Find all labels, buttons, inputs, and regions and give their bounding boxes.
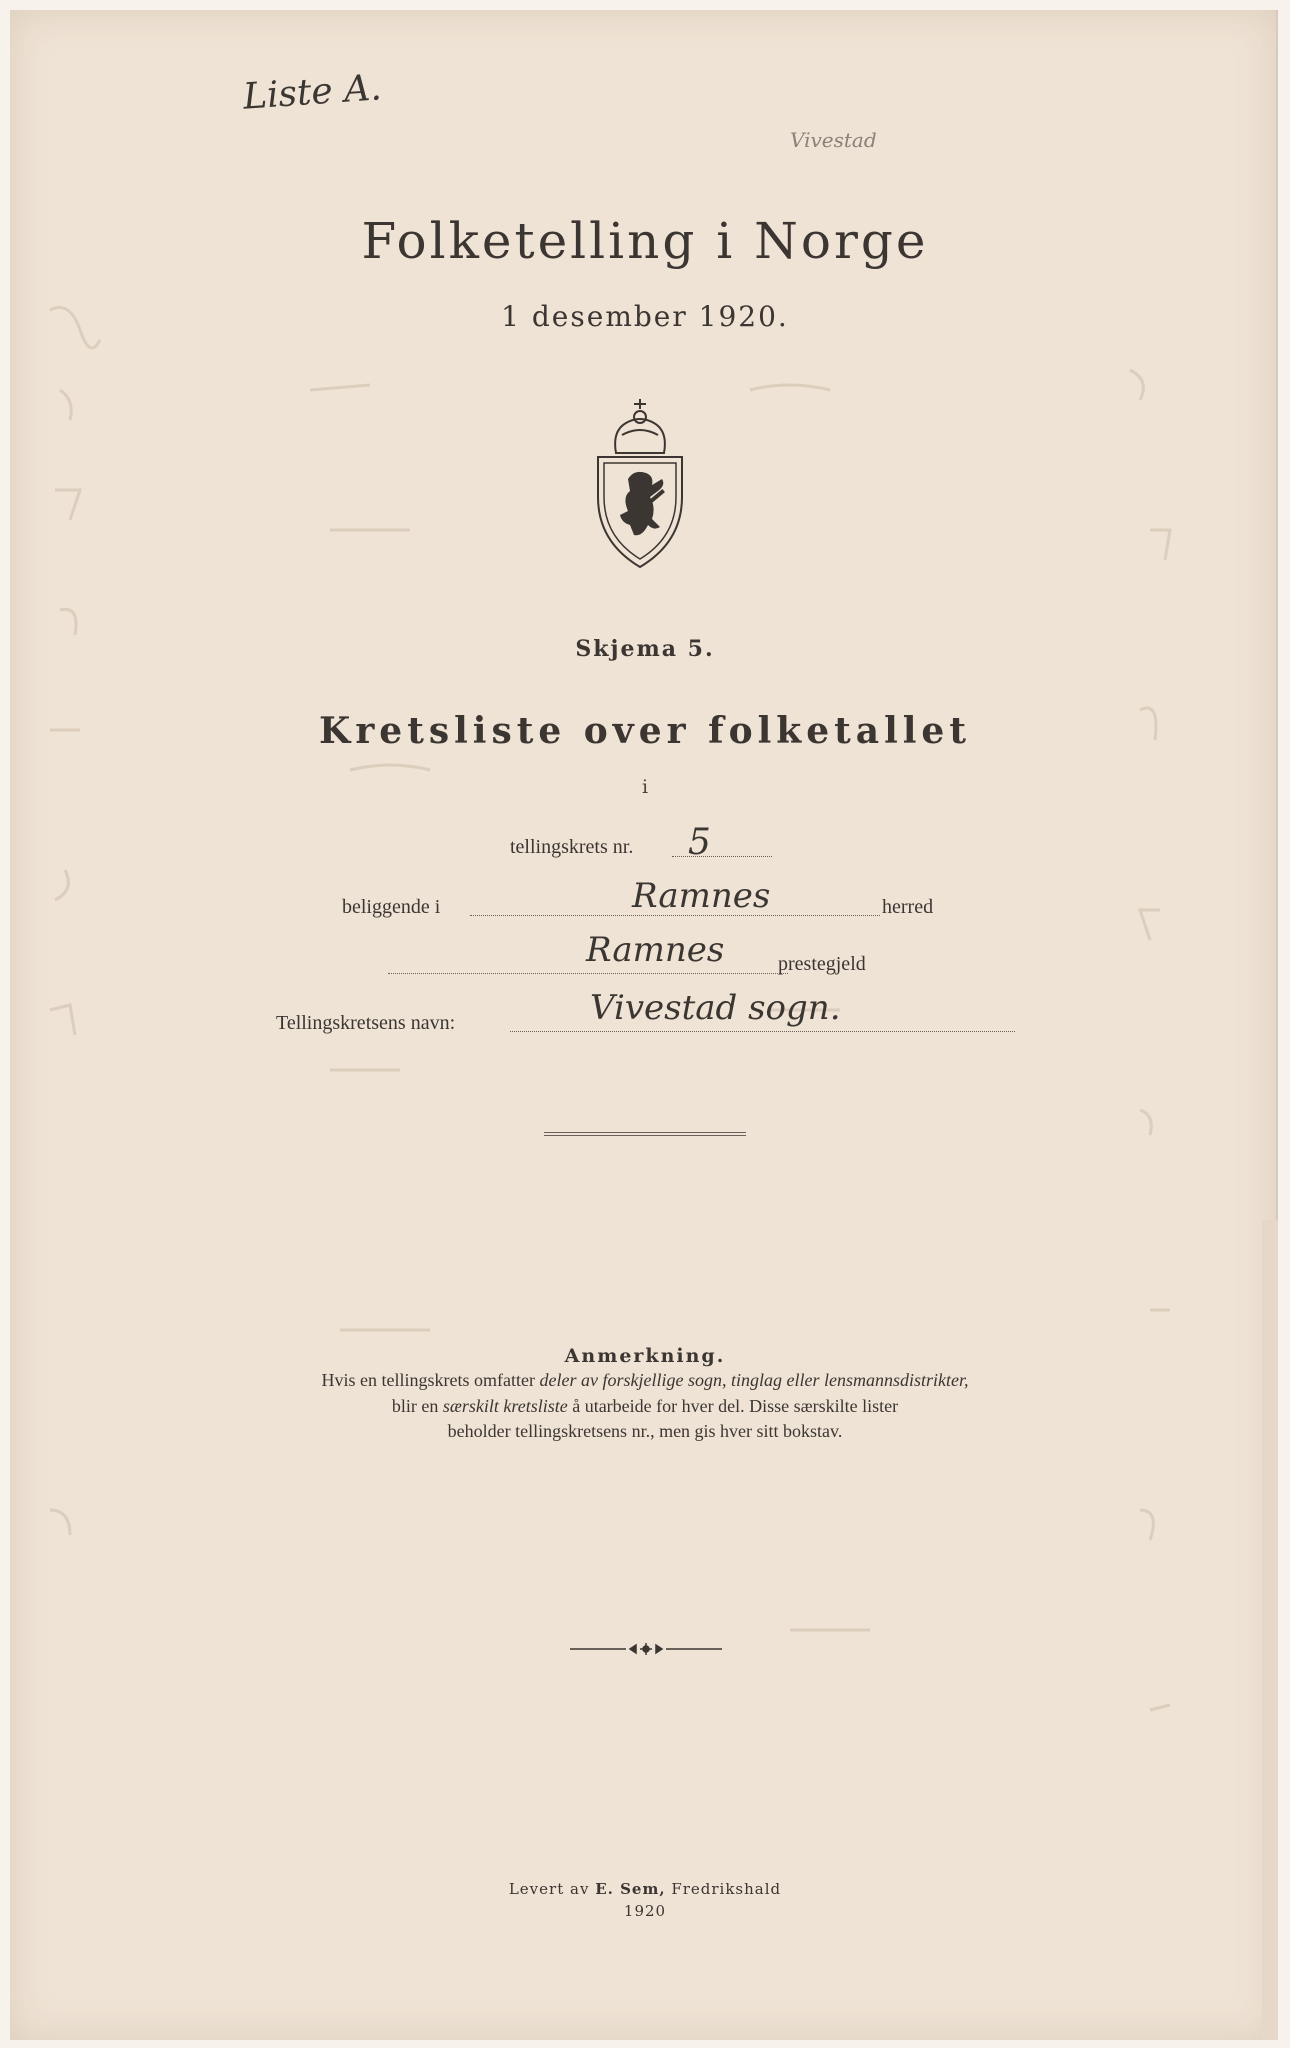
census-date: 1 desember 1920. bbox=[501, 300, 789, 333]
field-separator bbox=[544, 1132, 746, 1136]
note-heading: Anmerkning. bbox=[564, 1345, 726, 1367]
navn-line bbox=[510, 1031, 1015, 1032]
tellingskrets-label: tellingskrets nr. bbox=[510, 836, 634, 858]
beliggende-value: Ramnes bbox=[632, 876, 771, 916]
form-heading: Kretsliste over folketallet bbox=[319, 710, 971, 752]
herred-label: herred bbox=[882, 896, 934, 918]
tellingskretsens-navn-label: Tellingskretsens navn: bbox=[276, 1012, 456, 1034]
tellingskrets-value: 5 bbox=[688, 822, 711, 863]
handwritten-margin-note: Vivestad bbox=[790, 128, 877, 152]
tellingskrets-line bbox=[672, 856, 772, 857]
prestegjeld-line bbox=[388, 973, 788, 974]
prestegjeld-label: prestegjeld bbox=[778, 953, 866, 975]
handwritten-list-note: Liste A. bbox=[241, 67, 383, 118]
printer-credit: Levert av E. Sem, Fredrikshald bbox=[508, 1880, 782, 1898]
ornament-divider-icon bbox=[570, 1643, 722, 1655]
tellingskretsens-navn-value: Vivestad sogn. bbox=[590, 988, 841, 1028]
census-title: Folketelling i Norge bbox=[361, 212, 929, 270]
connector-word: i bbox=[641, 776, 649, 798]
schema-number: Skjema 5. bbox=[575, 636, 715, 662]
beliggende-label: beliggende i bbox=[342, 896, 441, 918]
note-line-2: blir en særskilt kretsliste å utarbeide for hver del. Disse særskilte lister bbox=[391, 1396, 899, 1416]
note-line-1: Hvis en tellingskrets omfatter deler av forskjellige sogn, tinglag eller lensmannsdistrikter, bbox=[321, 1370, 969, 1390]
norwegian-coat-of-arms-icon bbox=[588, 395, 692, 570]
printer-year: 1920 bbox=[623, 1902, 667, 1920]
prestegjeld-value: Ramnes bbox=[586, 930, 725, 970]
note-line-3: beholder tellingskretsens nr., men gis hver sitt bokstav. bbox=[447, 1421, 843, 1441]
